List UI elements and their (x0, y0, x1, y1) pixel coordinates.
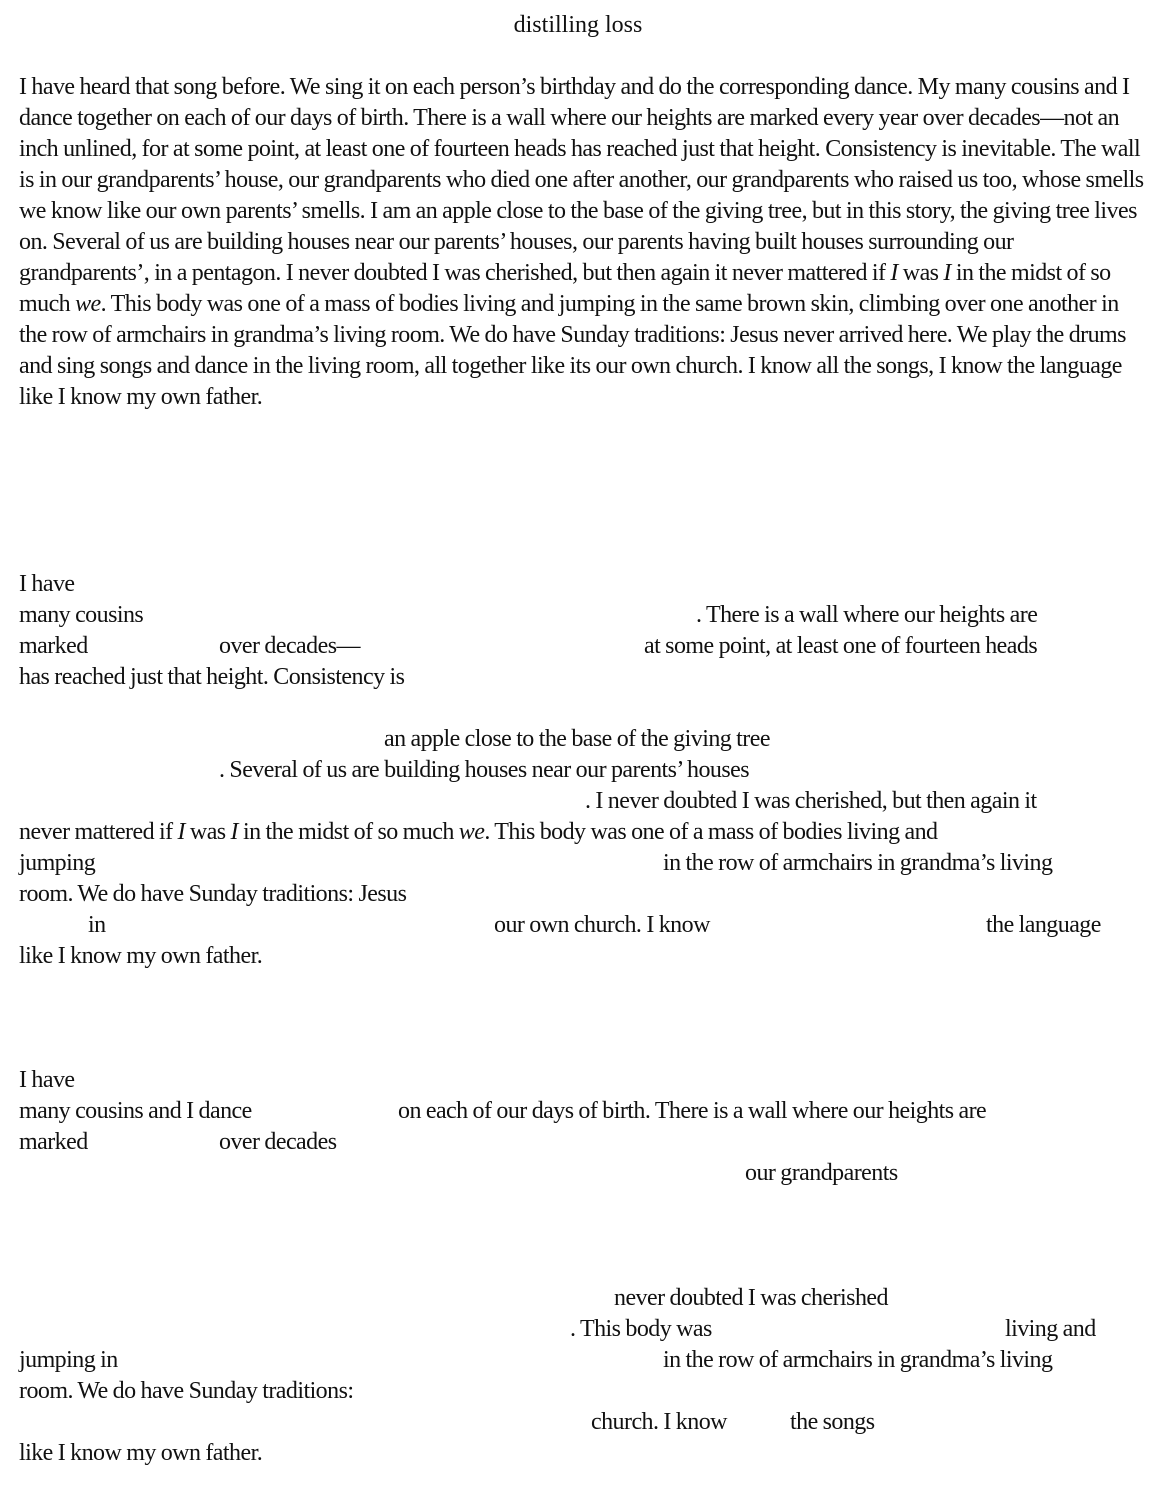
original-paragraph-text (19, 72, 1144, 413)
erasure-fragment: an apple close to the base of the giving tree (384, 726, 770, 752)
erasure-fragment: never doubted I was cherished (614, 1285, 888, 1311)
text-run: was (897, 260, 944, 286)
italic-run: I (890, 260, 898, 286)
italic-run: we (458, 819, 485, 845)
erasure-fragment: the songs (790, 1409, 875, 1435)
erasure-fragment: . There is a wall where our heights are (696, 602, 1038, 628)
erasure-fragment: like I know my own father. (19, 943, 263, 969)
erasure-fragment: like I know my own father. (19, 1440, 263, 1466)
erasure-fragment: I have (19, 1067, 75, 1093)
text-run: . This body was one of a mass of bodies living and (484, 819, 938, 845)
erasure-fragment: many cousins and I dance (19, 1098, 252, 1124)
erasure-fragment: jumping (19, 850, 96, 876)
erasure-fragment: I have (19, 571, 75, 597)
erasure-fragment: in the row of armchairs in grandma’s living (663, 850, 1053, 876)
poem-title: distilling loss (513, 12, 643, 38)
erasure-fragment: church. I know (591, 1409, 727, 1435)
italic-run: I (230, 819, 238, 845)
text-run: I have heard that song before. We sing it on each person’s birthday and do the corresponding dance. My many cousins and I dance together on each of our days of birth. There is a wall where our heights are marked every year over decades—not an inch unlined, for at some point, at least one of fourteen heads has reached just that height. Consistency is inevitable. The wall is in our grandparents’ house, our grandparents who died one after another, our grandparents who raised us too, whose smells we know like our own parents’ smells. I am an apple close to the base of the giving tree, but in this story, the giving tree lives on. Several of us are building houses near our parents’ houses, our parents having built houses surrounding our grandparents’, in a pentagon. I never doubted I was cherished, but then again it never mattered if (19, 74, 1144, 286)
text-run: in the midst of so much (238, 819, 459, 845)
erasure-fragment: at some point, at least one of fourteen heads (644, 633, 1038, 659)
erasure-fragment: has reached just that height. Consistency is (19, 664, 405, 690)
erasure-fragment: our grandparents (745, 1160, 898, 1186)
text-run: was (184, 819, 231, 845)
erasure-fragment: over decades (219, 1129, 337, 1155)
erasure-fragment: marked (19, 1129, 88, 1155)
text-run: . This body was one of a mass of bodies living and jumping in the same brown skin, climbing over one another in the row of armchairs in grandma’s living room. We do have Sunday traditions: Jesus never arrived here. We play the drums and sing songs and dance in the living room, all together like its our own church. I know all the songs, I know the language like I know my own father. (19, 291, 1126, 410)
erasure-fragment: . Several of us are building houses near our parents’ houses (219, 757, 750, 783)
erasure-fragment: living and (1005, 1316, 1096, 1342)
erasure-fragment: . I never doubted I was cherished, but then again it (585, 788, 1037, 814)
erasure-fragment: our own church. I know (494, 912, 710, 938)
erasure-fragment: room. We do have Sunday traditions: Jesus (19, 881, 407, 907)
italic-run: I (177, 819, 185, 845)
erasure-fragment: room. We do have Sunday traditions: (19, 1378, 354, 1404)
original-paragraph (19, 72, 1144, 413)
erasure-fragment: the language (986, 912, 1101, 938)
erasure-fragment: in the row of armchairs in grandma’s living (663, 1347, 1053, 1373)
erasure-fragment: in (88, 912, 106, 938)
erasure-fragment: many cousins (19, 602, 144, 628)
italic-run: I (943, 260, 951, 286)
erasure-fragment (19, 817, 937, 848)
erasure-fragment: over decades— (219, 633, 360, 659)
text-run: in the midst of so much (19, 260, 1111, 317)
erasure-fragment: on each of our days of birth. There is a wall where our heights are (398, 1098, 987, 1124)
erasure-fragment: marked (19, 633, 88, 659)
italic-run: we (75, 291, 101, 317)
text-run: never mattered if (19, 819, 178, 845)
erasure-fragment: jumping in (19, 1347, 118, 1373)
erasure-fragment: . This body was (570, 1316, 712, 1342)
